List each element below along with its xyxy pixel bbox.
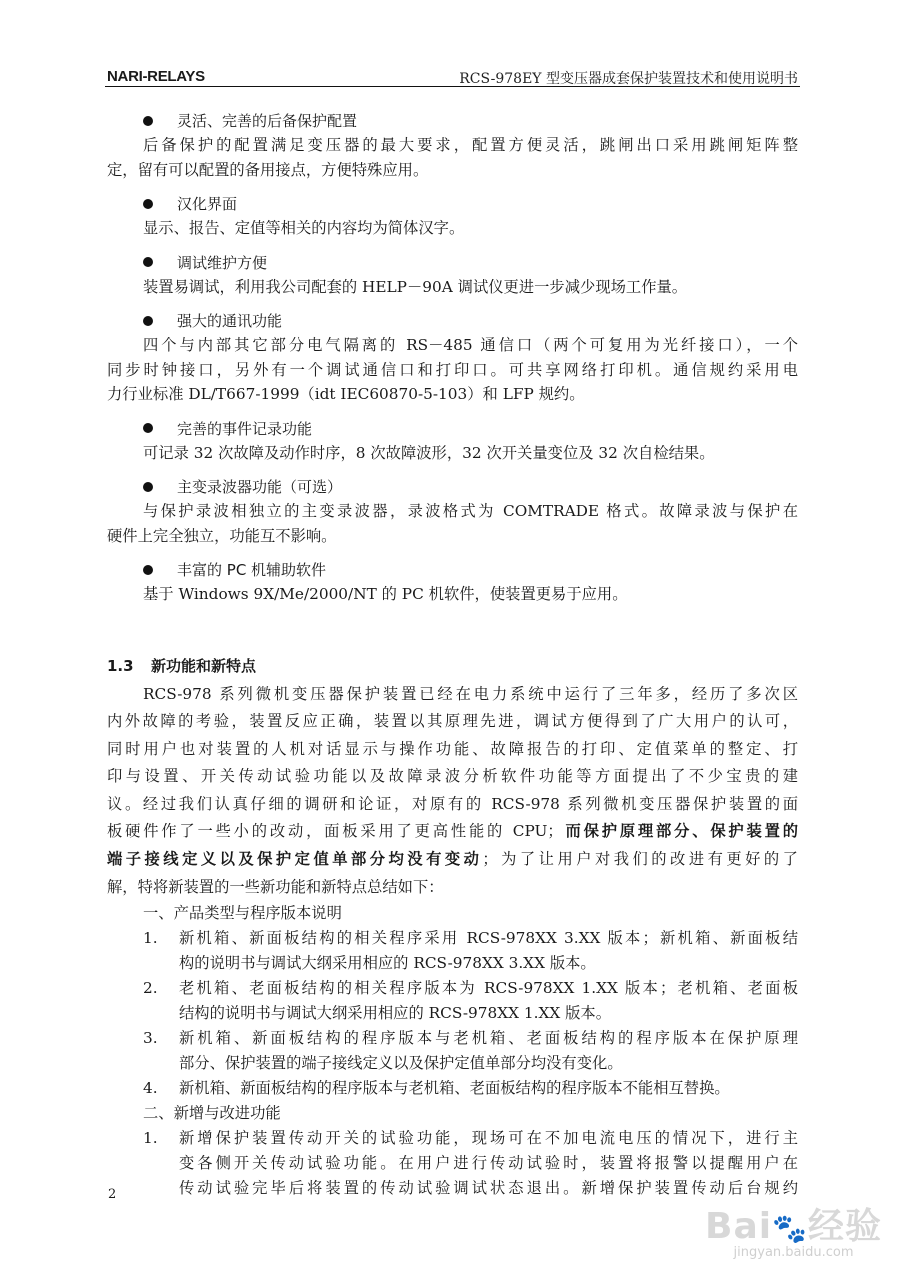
list-item xyxy=(107,976,798,1026)
list-line: 老机箱、老面板结构的相关程序版本为 RCS-978XX 1.XX 版本；老机箱、老面板 xyxy=(179,979,798,998)
paragraph-text: 解，特将新装置的一些新功能和新特点总结如下： xyxy=(107,877,444,896)
body-line: 同步时钟接口，另外有一个调试通信口和打印口。可共享网络打印机。通信规约采用电 xyxy=(107,360,798,379)
paragraph-line xyxy=(107,763,798,791)
feature-section xyxy=(107,108,798,182)
paragraph-line xyxy=(107,736,798,764)
emphasis-text: 而保护原理部分、保护装置的 xyxy=(562,822,798,841)
body-line: 力行业标准 DL/T667-1999（idt IEC60870-5-103）和 LFP 规约。 xyxy=(107,385,585,403)
list-line: 新机箱、新面板结构的程序版本与老机箱、老面板结构的程序版本不能相互替换。 xyxy=(179,1079,730,1098)
list-number: 4. xyxy=(143,1079,158,1098)
watermark xyxy=(705,1198,882,1260)
feature-section xyxy=(107,191,798,241)
list-item xyxy=(107,1076,798,1101)
feature-section xyxy=(107,474,798,548)
bullet-icon xyxy=(143,482,153,492)
paragraph-text: 议。经过我们认真仔细的调研和论证，对原有的 RCS-978 系列微机变压器保护装置的面 xyxy=(107,794,798,813)
watermark-logo: Bai🐾经验 xyxy=(705,1206,882,1247)
subsection-title: 二、新增与改进功能 xyxy=(143,1104,281,1123)
feature-heading-text: 灵活、完善的后备保护配置 xyxy=(177,112,358,130)
feature-heading xyxy=(107,557,798,582)
list-item xyxy=(107,1026,798,1076)
list-line: 变各侧开关传动试验功能。在用户进行传动试验时，装置将报警以提醒用户在 xyxy=(179,1154,798,1173)
body-line: 硬件上完全独立，功能互不影响。 xyxy=(107,526,337,545)
bullet-icon xyxy=(143,257,153,267)
body-line: 显示、报告、定值等相关的内容均为简体汉字。 xyxy=(143,219,465,237)
list-line: 新机箱、新面板结构的程序版本与老机箱、老面板结构的程序版本在保护原理 xyxy=(179,1029,798,1048)
page-number: 2 xyxy=(108,1187,117,1202)
body-line: 可记录 32 次故障及动作时序，8 次故障波形，32 次开关量变位及 32 次自检结果。 xyxy=(143,443,715,462)
bullet-icon xyxy=(143,199,153,209)
list-number: 3. xyxy=(143,1029,158,1048)
list-line: 部分、保护装置的端子接线定义以及保护定值单部分均没有变化。 xyxy=(179,1054,623,1073)
feature-heading-text: 主变录波器功能（可选） xyxy=(177,478,343,496)
paragraph-text: ；为了让用户对我们的改进有更好的了 xyxy=(482,850,798,869)
list-number: 1. xyxy=(143,1129,158,1148)
header-brand: NARI-RELAYS xyxy=(107,68,205,85)
paragraph-line xyxy=(107,846,798,874)
feature-heading xyxy=(107,250,798,275)
list-text xyxy=(179,1026,798,1076)
list-line: 构的说明书与调试大纲采用相应的 RCS-978XX 3.XX 版本。 xyxy=(179,954,596,973)
header-title: RCS-978EY 型变压器成套保护装置技术和使用说明书 xyxy=(459,71,798,87)
feature-heading xyxy=(107,191,798,216)
list-line: 结构的说明书与调试大纲采用相应的 RCS-978XX 1.XX 版本。 xyxy=(179,1004,612,1023)
paragraph-text: 内外故障的考验，装置反应正确，装置以其原理先进，调试方便得到了广大用户的认可， xyxy=(107,712,798,731)
header-divider xyxy=(105,86,800,87)
paragraph-line xyxy=(107,874,798,902)
body-line: 与保护录波相独立的主变录波器，录波格式为 COMTRADE 格式。故障录波与保护在 xyxy=(143,502,798,520)
feature-heading-text: 强大的通讯功能 xyxy=(177,312,283,330)
body-line: 装置易调试，利用我公司配套的 HELP－90A 调试仪更进一步减少现场工作量。 xyxy=(143,277,688,296)
bullet-icon xyxy=(143,316,153,326)
bullet-icon xyxy=(143,423,153,433)
list-item xyxy=(107,926,798,976)
paragraph-text: RCS-978 系列微机变压器保护装置已经在电力系统中运行了三年多，经历了多次区 xyxy=(143,684,798,703)
watermark-url: jingyan.baidu.com xyxy=(733,1245,854,1260)
body-line: 定，留有可以配置的备用接点，方便特殊应用。 xyxy=(107,160,429,179)
body-line: 后备保护的配置满足变压器的最大要求，配置方便灵活，跳闸出口采用跳闸矩阵整 xyxy=(143,136,798,154)
feature-heading-text: 调试维护方便 xyxy=(177,253,268,272)
list-number: 2. xyxy=(143,979,158,998)
list-item xyxy=(107,1126,798,1201)
feature-section xyxy=(107,250,798,300)
list-line: 传动试验完毕后将装置的传动试验调试状态退出。新增保护装置传动后台规约 xyxy=(179,1179,798,1198)
paragraph-text: 同时用户也对装置的人机对话显示与操作功能、故障报告的打印、定值菜单的整定、打 xyxy=(107,739,798,758)
bullet-icon xyxy=(143,116,153,126)
section-heading xyxy=(107,651,798,681)
list-text xyxy=(179,926,798,976)
feature-heading-text: 汉化界面 xyxy=(177,195,238,213)
list-line: 新机箱、新面板结构的相关程序采用 RCS-978XX 3.XX 版本；新机箱、新面板结 xyxy=(179,929,798,948)
document-body xyxy=(107,108,798,1201)
section-title: 新功能和新特点 xyxy=(151,656,257,675)
list-line: 新增保护装置传动开关的试验功能，现场可在不加电流电压的情况下，进行主 xyxy=(179,1129,798,1148)
feature-heading-text: 完善的事件记录功能 xyxy=(177,419,313,438)
paragraph-line xyxy=(107,681,798,709)
paragraph-line xyxy=(107,818,798,846)
paragraph-line xyxy=(107,791,798,819)
emphasis-text: 端子接线定义以及保护定值单部分均没有变动 xyxy=(107,850,483,869)
feature-heading xyxy=(107,416,798,441)
feature-heading xyxy=(107,308,798,333)
bullet-icon xyxy=(143,565,153,575)
list-text xyxy=(179,976,798,1026)
list-number: 1. xyxy=(143,929,158,948)
section-paragraph xyxy=(107,681,798,902)
subsection-title: 一、产品类型与程序版本说明 xyxy=(143,904,342,923)
feature-heading-text: 丰富的 PC 机辅助软件 xyxy=(177,561,327,579)
body-line: 基于 Windows 9X/Me/2000/NT 的 PC 机软件，使装置更易于应用。 xyxy=(143,585,628,603)
paragraph-line xyxy=(107,708,798,736)
paragraph-text: 印与设置、开关传动试验功能以及故障录波分析软件功能等方面提出了不少宝贵的建 xyxy=(107,767,798,786)
paragraph-text: 板硬件作了一些小的改动，面板采用了更高性能的 CPU； xyxy=(107,822,563,841)
section-number: 1.3 xyxy=(107,656,134,675)
list-text xyxy=(179,1076,798,1101)
feature-section xyxy=(107,308,798,407)
feature-section xyxy=(107,557,798,607)
body-line: 四个与内部其它部分电气隔离的 RS－485 通信口（两个可复用为光纤接口），一个 xyxy=(143,336,798,354)
feature-section xyxy=(107,416,798,466)
list-text xyxy=(179,1126,798,1201)
feature-heading xyxy=(107,108,798,133)
feature-heading xyxy=(107,474,798,499)
